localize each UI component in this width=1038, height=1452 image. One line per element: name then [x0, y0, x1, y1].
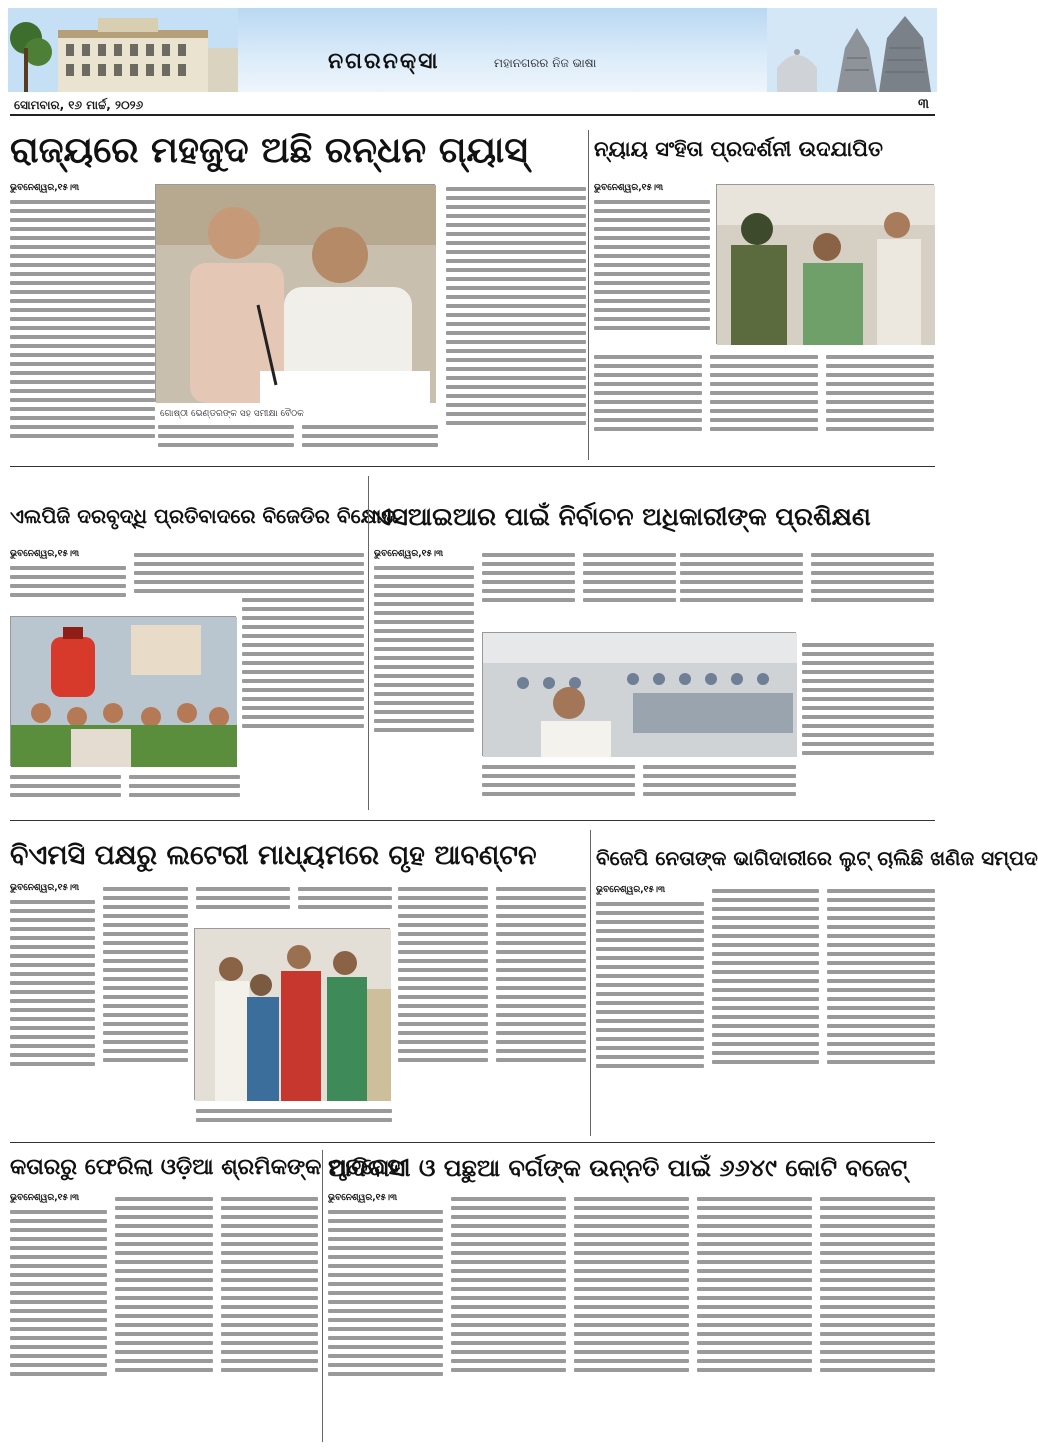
story-dateline: ଭୁବନେଶ୍ୱର,୧୫।୩	[10, 549, 80, 559]
headline-bmc-lottery: ବିଏମସି ପକ୍ଷରୁ ଲଟେରୀ ମାଧ୍ୟମରେ ଗୃହ ଆବଣ୍ଟନ	[10, 840, 537, 871]
body-sir-left	[374, 548, 474, 798]
temple-illustration	[767, 8, 937, 92]
story-dateline: ଭୁବନେଶ୍ୱର,୧୫।୩	[328, 1193, 398, 1203]
section-rule	[10, 466, 935, 467]
body-bmc-caption-row	[196, 1104, 392, 1134]
body-bmc-top	[196, 882, 392, 924]
column-rule	[588, 130, 589, 460]
building-illustration	[8, 8, 238, 92]
body-lpg-stock-3	[446, 182, 586, 452]
story-bmc-lottery	[10, 824, 586, 1140]
photo-officials	[155, 184, 435, 402]
headline-bjp-mineral: ବିଜେପି ନେତାଙ୍କ ଭାଗିଦାରୀରେ ଲୁଟ୍ ଚାଲିଛି ଖଣିଜ ସମ୍ପଦ	[596, 846, 1038, 870]
headline-bjd-protest: ଏଲପିଜି ଦରବୃଦ୍ଧି ପ୍ରତିବାଦରେ ବିଜେଡିର ବିକ୍ଷୋଭ	[10, 504, 398, 528]
body-tribal	[328, 1192, 935, 1442]
story-tribal-budget	[328, 1146, 935, 1446]
headline-lpg-stock: ରାଜ୍ୟରେ ମହଜୁଦ ଅଛି ରନ୍ଧନ ଗ୍ୟାସ୍	[10, 129, 528, 171]
story-dateline: ଭୁବନେଶ୍ୱର,୧୫।୩	[10, 1193, 80, 1203]
body-nyaya-left	[594, 182, 710, 342]
body-sir-far-right	[802, 638, 934, 806]
story-dateline: ଭୁବନେଶ୍ୱର,୧୫।୩	[596, 885, 666, 895]
body-sir-mid	[482, 548, 676, 628]
story-qatar-workers	[10, 1146, 401, 1446]
column-rule	[590, 830, 591, 1136]
story-dateline: ଭୁବନେଶ୍ୱର,୧୫।୩	[374, 549, 444, 559]
dateline-bar	[10, 96, 935, 116]
photo-exhibition	[716, 184, 934, 344]
photo-protest	[10, 616, 236, 766]
story-dateline: ଭୁବନେଶ୍ୱର,୧୫।୩	[10, 883, 80, 893]
body-nyaya-bottom	[594, 350, 934, 458]
story-dateline: ଭୁବନେଶ୍ୱର,୧୫।୩	[594, 183, 664, 193]
body-bmc-left	[10, 882, 188, 1138]
section-rule	[10, 820, 935, 821]
body-bjd-bottom	[10, 770, 240, 808]
photo-house-allotment	[194, 928, 390, 1100]
section-rule	[10, 1142, 935, 1143]
body-qatar	[10, 1192, 318, 1442]
column-rule	[368, 476, 369, 810]
headline-nyaya-sanhita: ନ୍ୟାୟ ସଂହିତା ପ୍ରଦର୍ଶନୀ ଉଦଯାପିତ	[594, 136, 883, 161]
body-lpg-stock-2	[158, 420, 438, 456]
body-sir-bottom	[482, 760, 796, 806]
masthead-title: ନଗରନକ୍ସା	[328, 48, 440, 74]
story-sir-training	[374, 470, 935, 810]
headline-tribal-budget: ଆଦିବାସୀ ଓ ପଛୁଆ ବର୍ଗଙ୍କ ଉନ୍ନତି ପାଇଁ ୬୬୪୯ କୋଟି ବଜେଟ୍	[328, 1153, 908, 1182]
issue-date: ସୋମବାର, ୧୬ ମାର୍ଚ୍ଚ, ୨୦୨୬	[14, 98, 144, 112]
body-lpg-stock	[10, 182, 155, 452]
body-bjd-top	[10, 548, 250, 610]
story-bjd-protest	[10, 470, 398, 810]
body-bmc-right	[398, 882, 586, 1138]
body-sir-right	[680, 548, 934, 638]
column-rule	[322, 1150, 323, 1442]
headline-qatar-workers: କତାରରୁ ଫେରିଲା ଓଡ଼ିଆ ଶ୍ରମିକଙ୍କ ମୃତଦେହ	[10, 1154, 401, 1180]
story-bjp-mineral	[596, 824, 1038, 1140]
photo-caption: ଗୋଷ୍ଠୀ ଭେଣ୍ଡରଙ୍କ ସହ ସମୀକ୍ଷା ବୈଠକ	[160, 409, 304, 419]
photo-training-hall	[482, 632, 796, 756]
headline-sir-training: ଏସଆଇଆର ପାଇଁ ନିର୍ବାଚନ ଅଧିକାରୀଙ୍କ ପ୍ରଶିକ୍ଷଣ	[374, 502, 871, 531]
story-nyaya-sanhita	[594, 120, 935, 460]
body-bjd-side	[242, 548, 364, 798]
body-bjp-mineral	[596, 884, 935, 1138]
story-lpg-stock	[10, 120, 585, 460]
story-dateline: ଭୁବନେଶ୍ୱର,୧୫।୩	[10, 183, 80, 193]
page-number: ୩	[917, 96, 929, 112]
masthead	[8, 8, 937, 92]
masthead-tagline: ମହାନଗରର ନିଜ ଭାଷା	[494, 56, 597, 70]
